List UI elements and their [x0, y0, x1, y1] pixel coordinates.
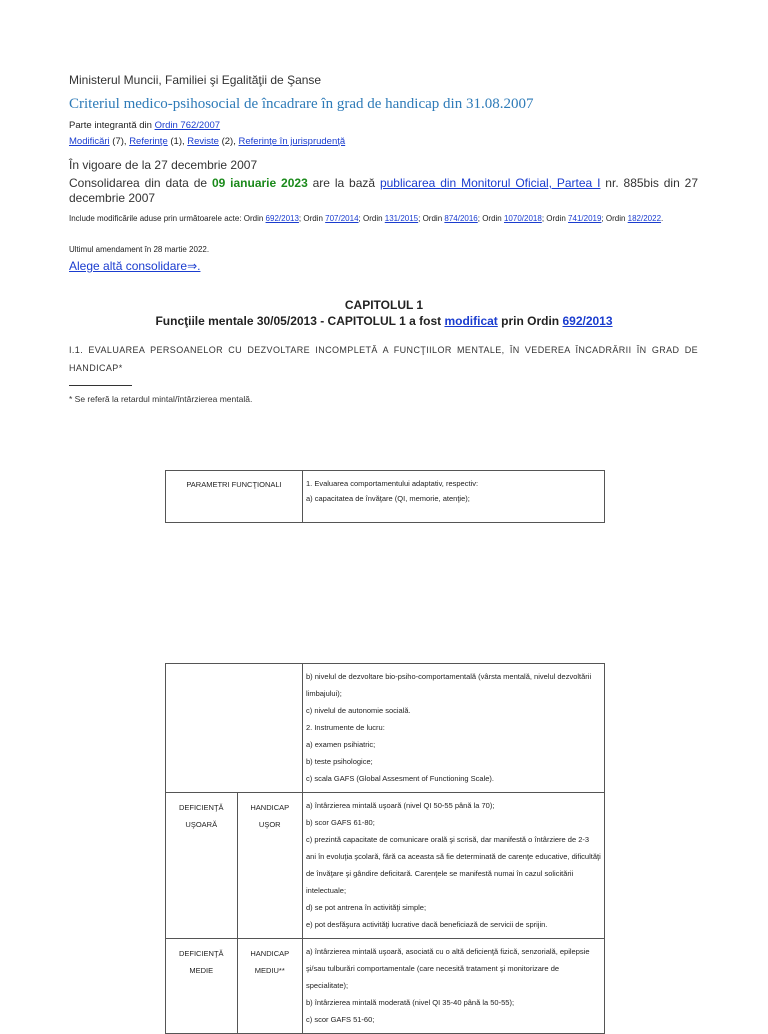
ordin-692-link[interactable]: 692/2013: [562, 314, 613, 328]
table-line: a) examen psihiatric;: [306, 740, 376, 749]
ordin-link[interactable]: 741/2019: [568, 214, 602, 223]
jurisprudenta-link[interactable]: Referinţe în jurisprudenţă: [238, 136, 346, 147]
criteria-table-part2: [165, 663, 605, 1034]
ordin-link[interactable]: 707/2014: [325, 214, 359, 223]
include-prefix: Include modificările aduse prin următoarele acte: Ordin: [69, 214, 266, 223]
ordin-762-link[interactable]: Ordin 762/2007: [154, 120, 221, 131]
chapter-subtitle: [0, 314, 768, 328]
parte-integranta: [69, 120, 220, 131]
include-sep: ; Ordin: [477, 214, 504, 223]
table-line: a) întârzierea mintală uşoară, asociată cu o altă deficienţă fizică, senzorială, epilepsie şi/sau tulburări comportamentale (care necesită tratament şi monitorizare de specialitate);: [306, 947, 590, 990]
chapter-title: CAPITOLUL 1: [344, 298, 424, 312]
modificari-count: (7),: [109, 136, 130, 147]
consol-date: 09 ianuarie 2023: [211, 176, 308, 190]
table-line: b) teste psihologice;: [306, 757, 373, 766]
chapter-sub-middle: prin Ordin: [497, 314, 563, 328]
handicap-usor-cell: HANDICAP UŞOR: [237, 793, 302, 939]
referinte-link[interactable]: Referinţe: [129, 136, 168, 147]
ministry-name: Ministerul Muncii, Familiei şi Egalităţii de Şanse: [69, 73, 322, 87]
reviste-count: (2),: [218, 136, 239, 147]
document-title: Criteriul medico-psihosocial de încadrare în grad de handicap din 31.08.2007: [69, 96, 534, 112]
document-links: [69, 136, 345, 147]
footnote: * Se referă la retardul mintal/întârzierea mentală.: [69, 394, 253, 404]
table-line: b) întârzierea mintală moderată (nivel QI 35-40 până la 50-55);: [306, 998, 515, 1007]
table-line: a) capacitatea de învăţare (QI, memorie, atenţie);: [306, 494, 470, 503]
ordin-link[interactable]: 874/2016: [444, 214, 478, 223]
consol-middle: are la bază: [307, 176, 380, 190]
ordin-link[interactable]: 131/2015: [384, 214, 419, 223]
table-line: b) nivelul de dezvoltare bio-psiho-comportamentală (vârsta mentală, nivelul dezvoltării limbajului);: [306, 672, 592, 698]
table-line: c) nivelul de autonomie socială.: [306, 706, 411, 715]
reviste-link[interactable]: Reviste: [187, 136, 219, 147]
param-content-cell: [303, 471, 605, 523]
table-line: e) pot desfăşura activităţi lucrative dacă beneficiază de servicii de sprijin.: [306, 920, 548, 929]
table-line: c) prezintă capacitate de comunicare orală şi scrisă, dar manifestă o întârziere de 2-3 ani în evoluţia şcolară, fără ca aceasta să fie determinată de carenţe educative, dificultăţi de învăţare şi gândire deficitară. Carenţele se manifestă numai în cazul solicitării intelectuale;: [306, 835, 601, 895]
parte-prefix: Parte integrantă din: [69, 120, 155, 131]
table-row: [166, 793, 605, 939]
table-row: [166, 471, 605, 523]
table-line: d) se pot antrena în activităţi simple;: [306, 903, 427, 912]
footnote-divider: [69, 385, 132, 386]
ordin-link[interactable]: 182/2022: [627, 214, 662, 223]
consol-suffix: nr. 885bis din 27 decembrie 2007: [69, 176, 698, 205]
empty-cell: [166, 664, 303, 793]
mediu-criteria-cell: [303, 939, 605, 1034]
table-row: [166, 664, 605, 793]
handicap-mediu-cell: HANDICAP MEDIU**: [237, 939, 302, 1034]
ordin-link[interactable]: 692/2013: [265, 214, 299, 223]
modificat-link[interactable]: modificat: [444, 314, 498, 328]
usor-criteria-cell: [303, 793, 605, 939]
consolidare-text: [69, 176, 698, 206]
deficienta-medie-cell: DEFICIENŢĂ MEDIE: [166, 939, 238, 1034]
chapter-sub-prefix: Funcţiile mentale 30/05/2013 - CAPITOLUL 1 a fost: [155, 314, 445, 328]
instrumente-cell: [303, 664, 605, 793]
table-line: c) scala GAFS (Global Assesment of Functioning Scale).: [306, 774, 494, 783]
monitorul-oficial-link[interactable]: publicarea din Monitorul Oficial, Partea I: [379, 176, 601, 190]
table-line: b) scor GAFS 61-80;: [306, 818, 375, 827]
include-sep: ; Ordin: [298, 214, 326, 223]
criteria-table-part1: [165, 470, 605, 523]
in-vigoare: În vigoare de la 27 decembrie 2007: [69, 158, 258, 172]
consol-prefix: Consolidarea din data de: [69, 176, 212, 190]
table-line: 2. Instrumente de lucru:: [306, 723, 385, 732]
include-sep: ; Ordin: [541, 214, 569, 223]
include-sep: ; Ordin: [358, 214, 385, 223]
ordin-link[interactable]: 1070/2018: [503, 214, 542, 223]
alege-consolidare-link[interactable]: Alege altă consolidare⇒.: [69, 259, 201, 273]
modificari-link[interactable]: Modificări: [69, 136, 110, 147]
referinte-count: (1),: [167, 136, 188, 147]
ultimul-amendament: Ultimul amendament în 28 martie 2022.: [69, 245, 210, 254]
include-sep: ; Ordin: [601, 214, 628, 223]
table-line: a) întârzierea mintală uşoară (nivel QI 50-55 până la 70);: [306, 801, 495, 810]
table-row: [166, 939, 605, 1034]
include-modificari: [69, 210, 698, 227]
table-line: c) scor GAFS 51-60;: [306, 1015, 375, 1024]
include-end: .: [661, 214, 664, 223]
param-header-cell: PARAMETRI FUNCŢIONALI: [166, 471, 303, 523]
deficienta-usoara-cell: DEFICIENŢĂ UŞOARĂ: [166, 793, 238, 939]
include-sep: ; Ordin: [418, 214, 445, 223]
table-line: 1. Evaluarea comportamentului adaptativ, respectiv:: [306, 479, 479, 488]
evaluation-heading: I.1. EVALUAREA PERSOANELOR CU DEZVOLTARE INCOMPLETĂ A FUNCŢIILOR MENTALE, ÎN VEDEREA ÎNCADRĂRII ÎN GRAD DE HANDICAP*: [69, 345, 698, 373]
